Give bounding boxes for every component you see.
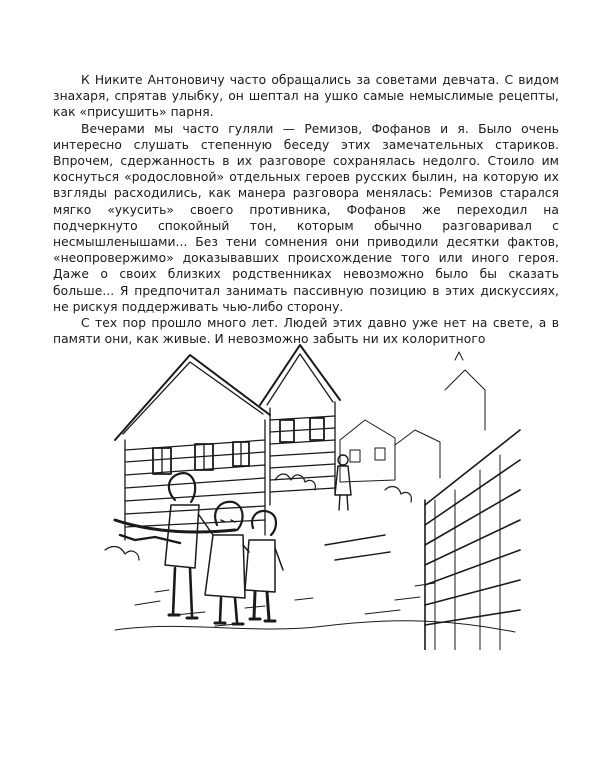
paragraph-3: С тех пор прошло много лет. Людей этих давно уже нет на свете, а в памяти они, как живые. И невозможно забыть ни их колоритного [53, 316, 559, 347]
paragraph-2: Вечерами мы часто гуляли — Ремизов, Фофанов и я. Было очень интересно слушать степенную беседу этих замечательных стариков. Впрочем, сдержанность в их разговоре сохранялась недолго. Стоило им коснуться «родословной» отдельных героев русских былин, на которую их взгляды расходились, как манера разговора менялась: Ремизов старался мягко «укусить» своего противника, Фофанов же переходил на подчеркнуто спокойный тон, которым обычно разговаривал с несмышленышами... Без тени сомнения они приводили десятки фактов, «неопровержимо» доказывавших происхождение того или иного героя. Даже о своих близких родственниках невозможно было бы сказать больше... Я предпочитал занимать пассивную позицию в этих дискуссиях, не рискуя поддерживать чью-либо сторону. [53, 121, 559, 314]
right-fence [425, 430, 520, 650]
shrubs [105, 474, 411, 560]
left-house [115, 355, 270, 543]
village-sketch-illustration [95, 330, 525, 650]
distant-figure [335, 455, 351, 510]
middle-house [260, 345, 340, 505]
distant-houses [340, 352, 485, 482]
body-text [53, 72, 559, 347]
paragraph-1: К Никите Антоновичу часто обращались за советами девчата. С видом знахаря, спрятав улыбку, он шептал на ушко самые немыслимые рецепты, как «присушить» парня. [53, 73, 559, 120]
